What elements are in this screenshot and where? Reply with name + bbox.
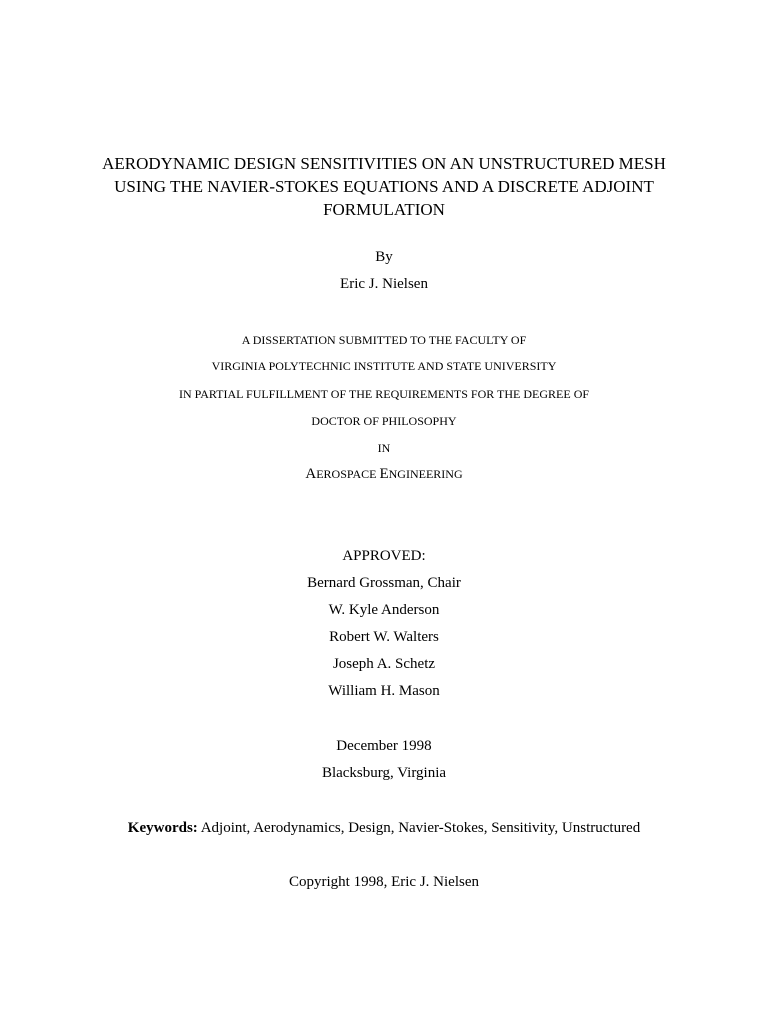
- by-label: By: [375, 249, 393, 265]
- field-of-study: [0, 467, 768, 482]
- title-line-2: USING THE NAVIER-STOKES EQUATIONS AND A DISCRETE ADJOINT: [114, 177, 654, 196]
- author-name: Eric J. Nielsen: [340, 276, 428, 292]
- field-word2-cap: E: [379, 466, 389, 482]
- keywords-line: [0, 821, 768, 836]
- location: Blacksburg, Virginia: [321, 765, 447, 781]
- date: December 1998: [336, 738, 432, 754]
- field-word1-rest: EROSPACE: [316, 467, 377, 481]
- committee-member: Robert W. Walters: [329, 629, 439, 645]
- keywords-label: Keywords:: [127, 820, 198, 836]
- committee-member: Joseph A. Schetz: [332, 656, 436, 672]
- committee-member: Bernard Grossman, Chair: [307, 575, 461, 591]
- submission-in: IN: [377, 441, 391, 455]
- degree-name: DOCTOR OF PHILOSOPHY: [311, 414, 457, 428]
- submission-line-2: VIRGINIA POLYTECHNIC INSTITUTE AND STATE UNIVERSITY: [211, 359, 557, 373]
- field-word1-cap: A: [305, 466, 317, 482]
- approved-label: APPROVED:: [342, 548, 426, 564]
- committee-member: W. Kyle Anderson: [328, 602, 440, 618]
- submission-line-3: IN PARTIAL FULFILLMENT OF THE REQUIREMENTS FOR THE DEGREE OF: [178, 387, 590, 401]
- title-line-1: AERODYNAMIC DESIGN SENSITIVITIES ON AN UNSTRUCTURED MESH: [102, 154, 666, 173]
- title-line-3: FORMULATION: [323, 200, 445, 219]
- field-word2-rest: NGINEERING: [388, 467, 463, 481]
- submission-line-1: A DISSERTATION SUBMITTED TO THE FACULTY OF: [241, 333, 527, 347]
- keywords-list: Adjoint, Aerodynamics, Design, Navier-Stokes, Sensitivity, Unstructured: [200, 820, 641, 836]
- copyright: Copyright 1998, Eric J. Nielsen: [289, 874, 479, 890]
- committee-member: William H. Mason: [328, 683, 440, 699]
